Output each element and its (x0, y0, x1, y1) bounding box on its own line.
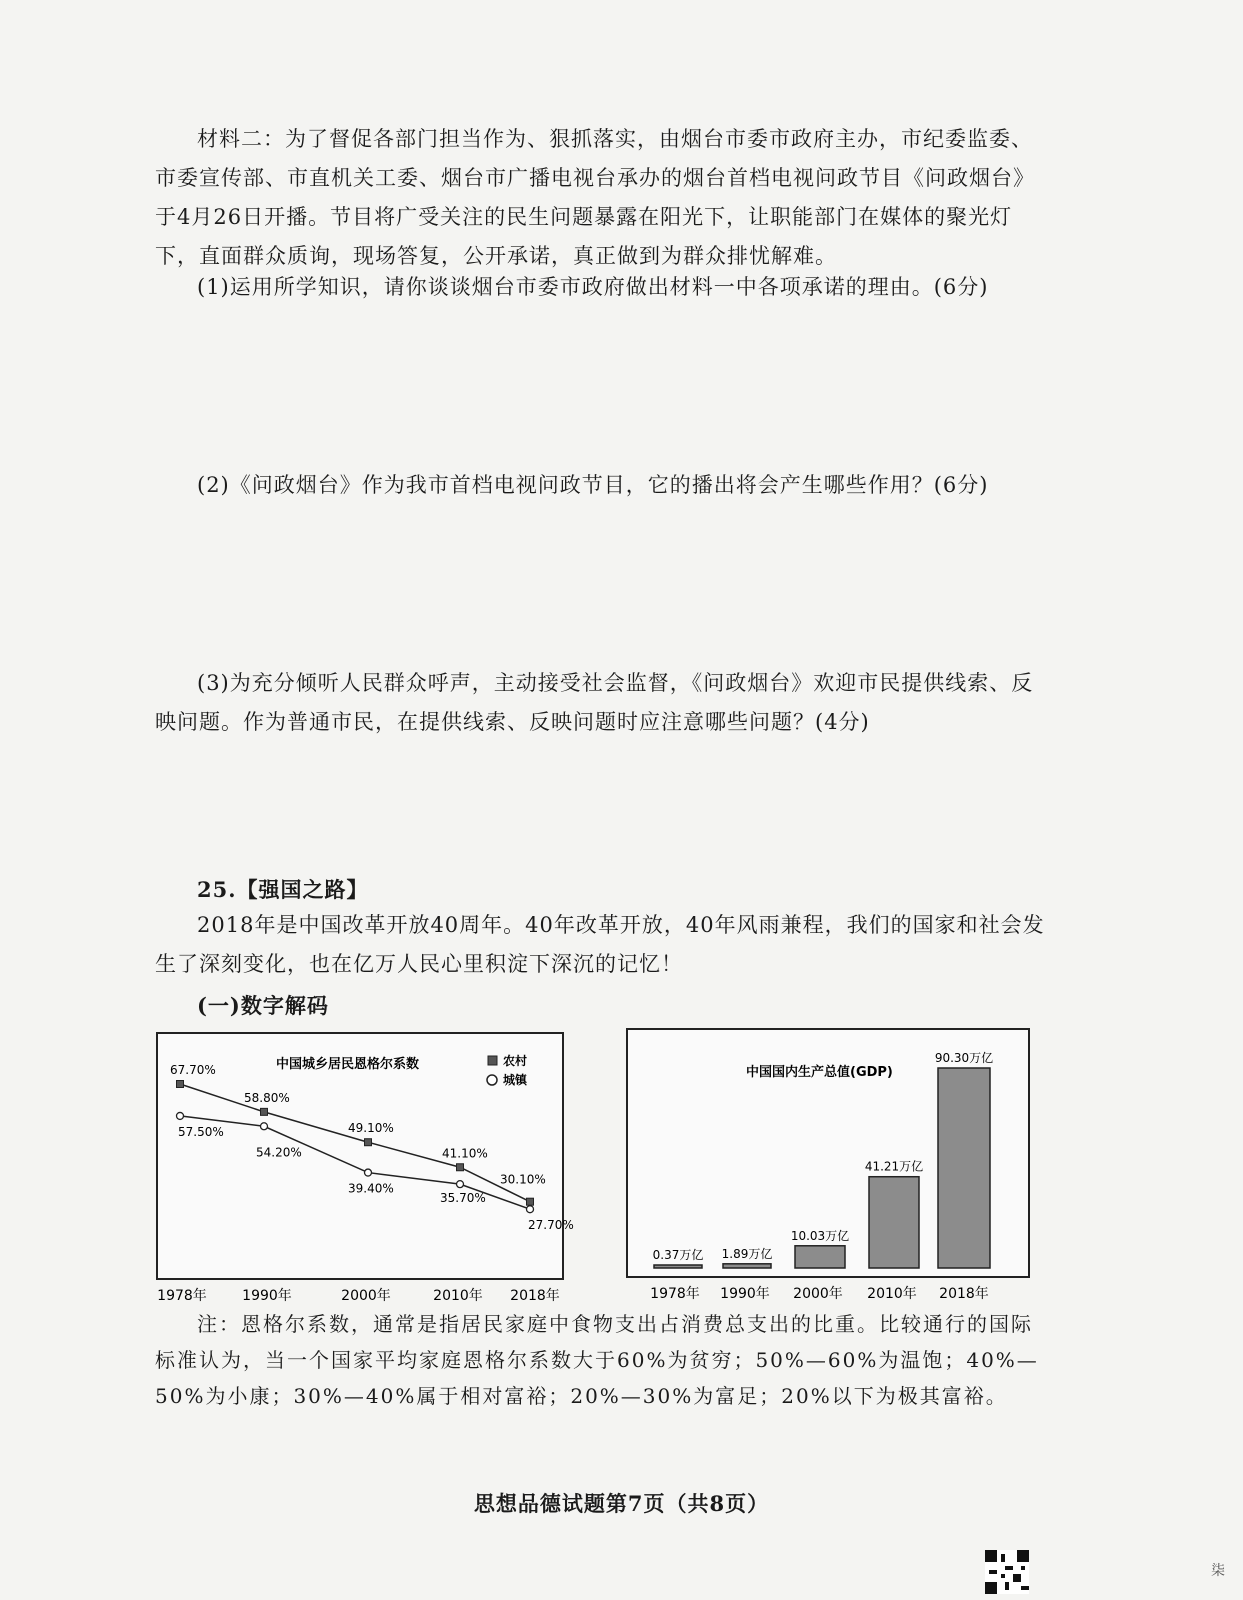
engel-x-tick: 1990年 (242, 1288, 292, 1304)
gdp-data-label: 1.89万亿 (721, 1246, 773, 1261)
gdp-chart (628, 1030, 1028, 1276)
question-3: (3)为充分倾听人民群众呼声，主动接受社会监督，《问政烟台》欢迎市民提供线索、反映问题。作为普通市民，在提供线索、反映问题时应注意哪些问题？(4分) (155, 671, 1034, 734)
gdp-data-label: 41.21万亿 (864, 1159, 924, 1174)
legend-rural-label: 农村 (503, 1054, 528, 1068)
gdp-x-tick: 1990年 (720, 1286, 770, 1302)
engel-note: 注：恩格尔系数，通常是指居民家庭中食物支出占消费总支出的比重。比较通行的国际标准认为，当一个国家平均家庭恩格尔系数大于60%为贫穷；50%—60%为温饱；40%—50%为小康；30%—40%属于相对富裕；20%—30%为富足；20%以下为极其富裕。 (155, 1312, 1039, 1408)
gdp-bar (654, 1265, 702, 1268)
engel-x-tick: 1978年 (157, 1288, 207, 1304)
engel-data-label: 58.80% (244, 1090, 290, 1105)
legend-urban-label: 城镇 (503, 1073, 528, 1087)
engel-urban-point (457, 1181, 464, 1188)
engel-chart-frame (156, 1032, 574, 1280)
engel-data-label: 41.10% (442, 1146, 488, 1161)
engel-urban-point (527, 1206, 534, 1213)
engel-x-tick: 2018年 (510, 1288, 560, 1304)
material-2-paragraph: 材料二：为了督促各部门担当作为、狠抓落实，由烟台市委市政府主办，市纪委监委、市委宣传部、市直机关工委、烟台市广播电视台承办的烟台首档电视问政节目《问政烟台》于4月26日开播。节目将广受关注的民生问题暴露在阳光下，让职能部门在媒体的聚光灯下，直面群众质询，现场答复，公开承诺，真正做到为群众排忧解难。 (155, 127, 1035, 268)
engel-coefficient-chart (158, 1034, 574, 1278)
gdp-bar (723, 1264, 771, 1268)
legend-rural-marker (488, 1056, 497, 1065)
engel-data-label: 39.40% (348, 1181, 394, 1196)
section-digital-decode: (一)数字解码 (197, 993, 329, 1018)
gdp-x-tick: 2010年 (867, 1286, 917, 1302)
gdp-chart-frame (626, 1028, 1030, 1278)
question-2: (2)《问政烟台》作为我市首档电视问政节目，它的播出将会产生哪些作用？(6分) (197, 473, 989, 497)
engel-data-label: 30.10% (500, 1172, 546, 1187)
gdp-x-tick: 2018年 (939, 1286, 989, 1302)
engel-data-label: 27.70% (528, 1218, 574, 1233)
engel-data-label: 49.10% (348, 1121, 394, 1136)
engel-data-label: 67.70% (170, 1063, 216, 1077)
engel-rural-point (527, 1198, 534, 1205)
gdp-chart-title: 中国国内生产总值(GDP) (746, 1065, 893, 1080)
gdp-data-label: 10.03万亿 (790, 1228, 850, 1243)
gdp-x-axis (620, 1278, 1040, 1308)
engel-data-label: 35.70% (440, 1191, 486, 1206)
gdp-data-label: 0.37万亿 (652, 1248, 704, 1262)
engel-rural-point (261, 1108, 268, 1115)
engel-rural-point (177, 1081, 184, 1088)
engel-rural-point (365, 1139, 372, 1146)
engel-data-label: 57.50% (178, 1124, 224, 1139)
gdp-bar (938, 1068, 990, 1268)
qr-code-icon (985, 1550, 1029, 1594)
engel-chart-title: 中国城乡居民恩格尔系数 (276, 1057, 420, 1072)
question-25-title: 25.【强国之路】 (197, 877, 369, 902)
legend-urban-marker (487, 1075, 497, 1085)
engel-x-tick: 2010年 (433, 1288, 483, 1304)
page-footer: 思想品德试题第7页（共8页） (473, 1491, 770, 1516)
gdp-x-tick: 1978年 (650, 1286, 700, 1302)
engel-rural-point (457, 1164, 464, 1171)
gdp-data-label: 90.30万亿 (934, 1051, 994, 1065)
corner-mark: 柒 (1211, 1563, 1225, 1579)
engel-urban-point (365, 1169, 372, 1176)
question-1: (1)运用所学知识，请你谈谈烟台市委市政府做出材料一中各项承诺的理由。(6分) (197, 275, 989, 299)
engel-urban-point (177, 1112, 184, 1119)
gdp-bar (869, 1177, 919, 1268)
engel-data-label: 54.20% (256, 1145, 302, 1160)
engel-urban-point (261, 1123, 268, 1130)
engel-x-tick: 2000年 (341, 1288, 391, 1304)
gdp-bar (795, 1246, 845, 1268)
question-25-intro: 2018年是中国改革开放40周年。40年改革开放，40年风雨兼程，我们的国家和社会发生了深刻变化，也在亿万人民心里积淀下深沉的记忆！ (155, 913, 1045, 976)
gdp-x-tick: 2000年 (793, 1286, 843, 1302)
